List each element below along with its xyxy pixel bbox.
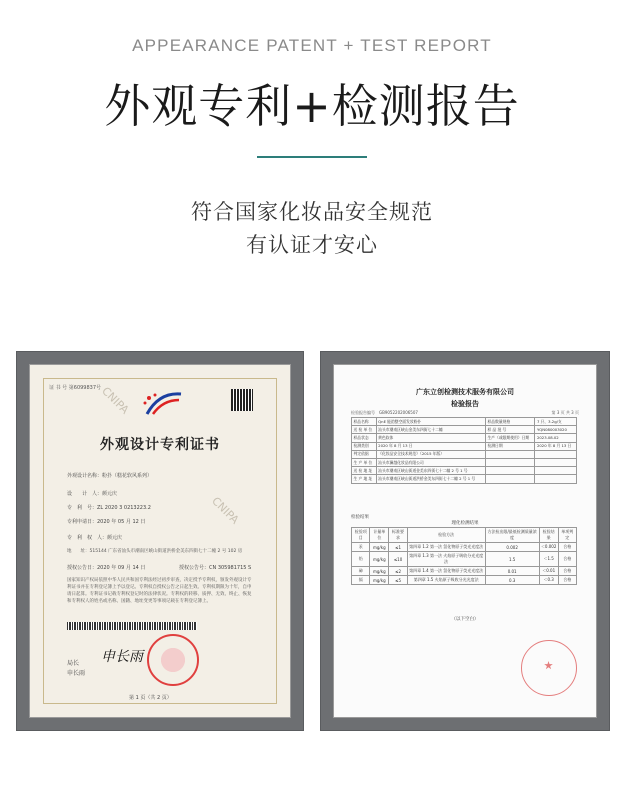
info-cell: 汕头市澜越化妆品有限公司 xyxy=(376,458,485,466)
info-cell: 样品状态 xyxy=(352,434,377,442)
report-company: 广东立创检测技术服务有限公司 xyxy=(416,388,514,396)
results-row xyxy=(352,543,577,552)
report-info-table xyxy=(351,417,577,484)
results-cell: 合格 xyxy=(558,543,576,552)
info-cell: 检测日期 xyxy=(485,442,535,450)
info-cell xyxy=(535,450,577,458)
info-cell xyxy=(485,458,535,466)
info-cell: 送 检 单 位 xyxy=(352,426,377,434)
grant-date: 授权公告日：2020 年 09 月 14 日 xyxy=(67,565,146,571)
info-cell: 汕头市潮南区峡山街道洪桥金美东四街七十二幢 2 号 1 号 xyxy=(376,475,485,483)
info-row xyxy=(352,467,577,475)
info-row xyxy=(352,450,577,458)
info-cell: 2023.08.02 xyxy=(535,434,577,442)
results-cell: 合格 xyxy=(558,552,576,567)
info-cell xyxy=(535,458,577,466)
report-page: 第 3 页 共 3 页 xyxy=(551,410,579,415)
info-cell: 样 品 批 号 xyxy=(485,426,535,434)
designer: 设 计 人：颜元庆 xyxy=(67,491,118,497)
subtitle-line-1: 符合国家化妆品安全规范 xyxy=(191,200,433,224)
patent-certificate-frame xyxy=(17,352,303,730)
results-cell: 砷 xyxy=(352,567,370,576)
info-row xyxy=(352,434,577,442)
barcode-icon xyxy=(67,622,197,630)
certificate-number: 证 书 号 第6099837号 xyxy=(49,385,102,391)
results-cell: 第四章 1.4 第一法 氢化物原子荧光光度法 xyxy=(407,567,485,576)
results-cell: 第四章 1.5 火焰原子吸收分光光度法 xyxy=(407,576,485,585)
chinese-title: 外观专利+检测报告 xyxy=(104,79,520,133)
info-cell: 生 产 地 址 xyxy=(352,475,377,483)
info-cell: 2020 年 8 月 13 日 xyxy=(376,442,485,450)
results-header-row xyxy=(352,528,577,543)
info-cell: 生产（或限期使用）日期 xyxy=(485,434,535,442)
results-cell: 0.002 xyxy=(485,543,539,552)
info-row xyxy=(352,426,577,434)
results-header-cell: 检验结果 xyxy=(539,528,558,543)
official-seal-icon xyxy=(147,634,199,686)
results-cell: 铅 xyxy=(352,552,370,567)
results-caption: 理化检测结果 xyxy=(451,521,479,526)
results-cell: 汞 xyxy=(352,543,370,552)
results-cell: ＜0.01 xyxy=(539,567,558,576)
results-cell: mg/kg xyxy=(370,552,389,567)
director-name-label: 申长雨 xyxy=(67,670,86,677)
results-cell: ＜1.5 xyxy=(539,552,558,567)
info-cell: 样品数量规格 xyxy=(485,418,535,426)
info-cell: 样品名称 xyxy=(352,418,377,426)
results-header-cell: 检验项目 xyxy=(352,528,370,543)
info-cell: 检测类别 xyxy=(352,442,377,450)
info-cell: 判定依据 xyxy=(352,450,377,458)
test-report xyxy=(333,364,597,718)
director-label: 局长 xyxy=(67,660,80,667)
info-row xyxy=(352,475,577,483)
cnipa-logo-icon xyxy=(139,388,189,418)
info-cell: 2020 年 8 月 13 日 xyxy=(535,442,577,450)
filing-date: 专利申请日：2020 年 05 月 12 日 xyxy=(67,519,146,525)
results-cell: 0.3 xyxy=(485,576,539,585)
info-cell: 7 只、3.2g/支 xyxy=(535,418,577,426)
english-title: APPEARANCE PATENT + TEST REPORT xyxy=(132,36,492,55)
results-cell: 合格 xyxy=(558,567,576,576)
results-cell: ≤1 xyxy=(389,543,408,552)
info-cell: 《化妆品安全技术规范》（2015 年版） xyxy=(376,450,485,458)
results-cell: mg/kg xyxy=(370,576,389,585)
results-cell: ≤2 xyxy=(389,567,408,576)
results-cell: mg/kg xyxy=(370,543,389,552)
results-header-cell: 检验方法 xyxy=(407,528,485,543)
results-cell: 第四章 1.3 第一法 火焰原子吸收分光光度法 xyxy=(407,552,485,567)
title-divider xyxy=(257,156,367,158)
subtitle-line-2: 有认证才安心 xyxy=(246,233,378,257)
info-cell: 送 检 地 址 xyxy=(352,467,377,475)
results-table xyxy=(351,527,577,585)
info-cell: 汕头市潮南区峡山金美东四街七十二幢 xyxy=(376,426,485,434)
info-row xyxy=(352,442,577,450)
company-stamp-icon xyxy=(521,640,577,696)
results-cell: 1.5 xyxy=(485,552,539,567)
info-cell: 黄色软体 xyxy=(376,434,485,442)
watermark: CNIPA xyxy=(99,384,132,417)
results-cell: ＜0.002 xyxy=(539,543,558,552)
results-header-cell: 方法检出限/最低检测质量浓度 xyxy=(485,528,539,543)
results-cell: 合格 xyxy=(558,576,576,585)
results-row xyxy=(352,576,577,585)
results-cell: mg/kg xyxy=(370,567,389,576)
info-cell: 汕头市潮南区峡山街道金美东四街七十二幢 2 号 1 号 xyxy=(376,467,485,475)
patent-certificate xyxy=(29,364,291,718)
results-cell: 0.01 xyxy=(485,567,539,576)
report-title: 检验报告 xyxy=(451,400,479,408)
patent-number: 专 利 号：ZL 2020 3 0213223.2 xyxy=(67,505,151,511)
info-cell: 生 产 单 位 xyxy=(352,458,377,466)
patentee: 专 利 权 人：颜元庆 xyxy=(67,535,123,541)
results-cell: 镉 xyxy=(352,576,370,585)
results-cell: 第四章 1.2 第一法 氢化物原子荧光光度法 xyxy=(407,543,485,552)
report-number: 检验报告编号 GB9052202006507 xyxy=(351,410,418,415)
info-cell: QnE 能韵整空面发妆粉扑 xyxy=(376,418,485,426)
info-row xyxy=(352,458,577,466)
results-label: 检验结果 xyxy=(351,515,369,520)
grant-number: 授权公告号：CN 305981715 S xyxy=(179,565,252,571)
info-cell xyxy=(485,475,535,483)
info-cell xyxy=(535,467,577,475)
watermark: CNIPA xyxy=(209,494,242,527)
results-cell: ≤10 xyxy=(389,552,408,567)
results-cell: ＜0.3 xyxy=(539,576,558,585)
qr-code-icon xyxy=(231,389,253,411)
results-header-cell: 单项判定 xyxy=(558,528,576,543)
info-cell: YQN080003020 xyxy=(535,426,577,434)
address: 地 址：515144 广东省汕头市潮南区峡山街道洪桥金美东四街七十二幢 2 号 102 房 xyxy=(67,549,243,554)
info-cell xyxy=(485,467,535,475)
results-row xyxy=(352,567,577,576)
results-header-cell: 计量单位 xyxy=(370,528,389,543)
end-note: （以下空白） xyxy=(451,617,479,622)
info-cell xyxy=(535,475,577,483)
results-cell: ≤5 xyxy=(389,576,408,585)
results-row xyxy=(352,552,577,567)
certificate-title: 外观设计专利证书 xyxy=(100,437,220,453)
info-cell xyxy=(485,450,535,458)
design-name: 外观设计名称：粉扑（糕花软风系列） xyxy=(67,473,153,479)
page-footer: 第 1 页（共 2 页） xyxy=(129,695,172,701)
test-report-frame xyxy=(321,352,609,730)
director-signature: 申长雨 xyxy=(101,649,143,665)
certificate-paragraph: 国家知识产权局依照中华人民共和国专利法经过初步审查，决定授予专利权，颁发外观设计专利证书并在专利登记簿上予以登记。专利权自授权公告之日起生效。专利权期限为十年，自申请日起算。专利证书记载专利权登记时的法律状况。专利权的转移、质押、无效、终止、恢复和专利权人的姓名或名称、国籍、地址变更等事项记载在专利登记簿上。 xyxy=(67,578,252,604)
results-header-cell: 标准要求 xyxy=(389,528,408,543)
info-row xyxy=(352,418,577,426)
